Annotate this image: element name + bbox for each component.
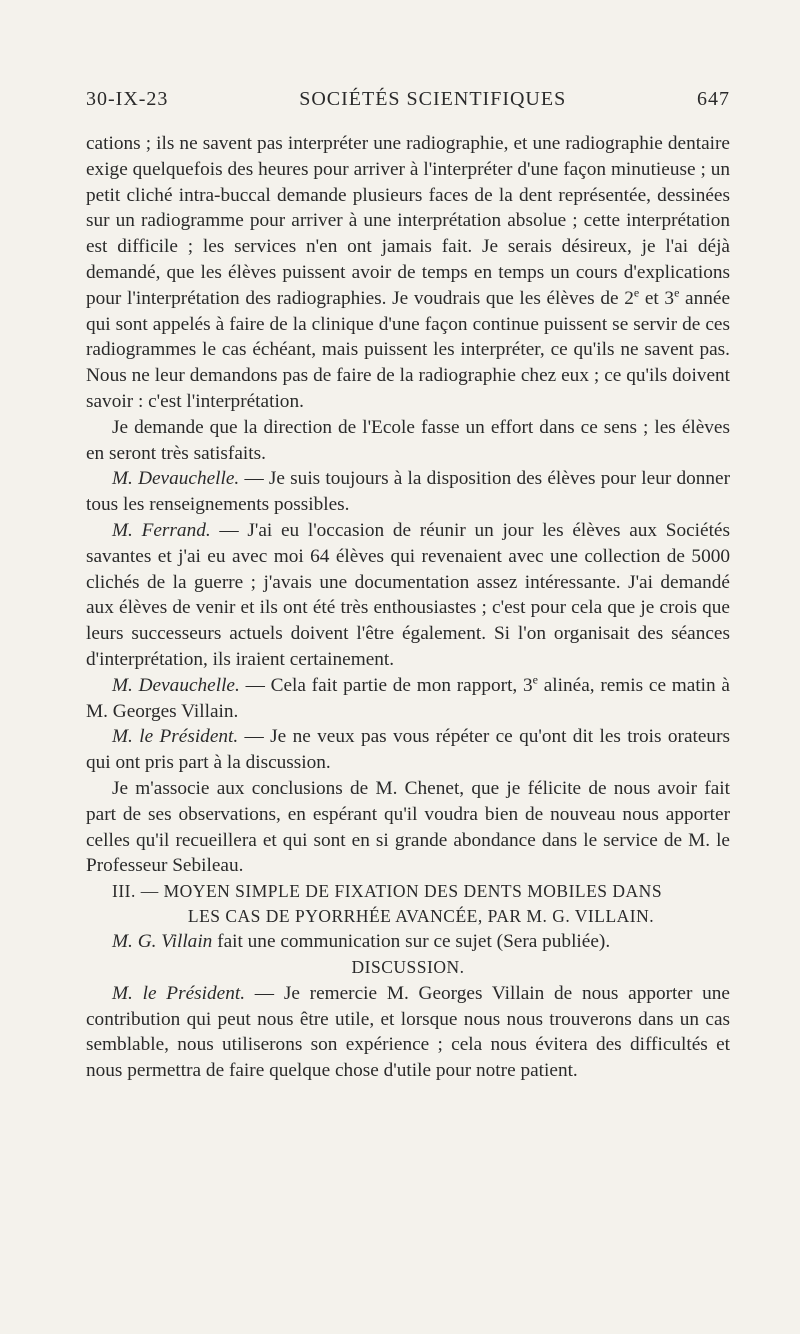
section-heading-line: III. — MOYEN SIMPLE DE FIXATION DES DENTS MOBILES DANS — [112, 881, 663, 902]
body-text — [86, 131, 730, 1084]
speaker-name: M. Devauchelle. — [112, 468, 240, 490]
paragraph — [86, 673, 730, 725]
paragraph — [86, 466, 730, 518]
paragraph: Je demande que la direction de l'Ecole fasse un effort dans ce sens ; les élèves en seront très satisfaits. — [86, 416, 730, 464]
paragraph — [86, 131, 730, 415]
text-run: — J'ai eu l'occasion de réunir un jour les élèves aux Sociétés savantes et j'ai eu avec moi 64 élèves qui revenaient avec une collection de 5000 clichés de la guerre ; j'avais une documentation assez intéressante. J'ai demandé aux élèves de venir et ils ont été très enthousiastes ; c'est pour cela que je crois que leurs successeurs actuels doivent l'être également. Si l'on organisait des séances d'interprétation, ils iraient certainement. — [86, 519, 730, 670]
superscript: e — [532, 672, 538, 687]
text-run: — Je ne veux pas vous répéter ce qu'ont dit les trois orateurs qui ont pris part à la discussion. — [86, 726, 730, 774]
paragraph — [86, 929, 730, 955]
superscript: e — [674, 285, 680, 300]
speaker-name: M. le Président. — [112, 982, 246, 1004]
paragraph — [86, 724, 730, 776]
section-heading-line: LES CAS DE PYORRHÉE AVANCÉE, PAR M. G. VILLAIN. — [187, 906, 655, 927]
text-run: — Je suis toujours à la disposition des élèves pour leur donner tous les renseignements possibles. — [86, 468, 730, 516]
speaker-name: M. G. Villain — [112, 931, 213, 953]
header-date: 30-IX-23 — [86, 88, 169, 110]
paragraph: Je m'associe aux conclusions de M. Chenet, que je félicite de nous avoir fait part de ses observations, en espérant qu'il voudra bien de nouveau nous apporter celles qu'il recueillera et qui sont en si grande abondance dans le service de M. le Professeur Sebileau. — [86, 777, 730, 877]
section-heading — [86, 879, 730, 929]
running-header — [86, 88, 730, 111]
speaker-name: M. Devauchelle. — [112, 674, 240, 696]
text-run: cations ; ils ne savent pas interpréter une radiographie, et une radiographie dentaire exige quelquefois des heures pour arriver à l'interpréter d'une façon minutieuse ; un petit cliché intra-buccal demande plusieurs faces de la dent représentée, dessinées sur un radiogramme pour arriver à une interprétation absolue ; cette interprétation est difficile ; les services n'en ont jamais fait. Je serais désireux, je l'ai déjà demandé, que les élèves puissent avoir de temps en temps un cours d'explications pour l'interprétation des radiographies. Je voudrais que les élèves de 2 — [86, 133, 730, 309]
paragraph — [86, 981, 730, 1084]
discussion-heading: DISCUSSION. — [351, 956, 465, 977]
text-run: et 3 — [639, 287, 675, 309]
text-run: — Je remercie M. Georges Villain de nous apporter une contribution qui peut nous être utile, et lorsque nous nous trouverons dans un cas semblable, nous utiliserons son expérience ; cela nous évitera des difficultés et nous permettra de faire quelque chose d'utile pour notre patient. — [86, 982, 730, 1082]
header-title: SOCIÉTÉS SCIENTIFIQUES — [299, 88, 567, 110]
superscript: e — [633, 285, 640, 300]
text-run: fait une communication sur ce sujet (Sera publiée). — [212, 931, 611, 953]
text-run: alinéa, remis ce matin à M. Georges Villain. — [86, 674, 730, 722]
page-number: 647 — [696, 88, 730, 110]
text-run: année qui sont appelés à faire de la clinique d'une façon continue puissent se servir de ces radiogrammes le cas échéant, mais puissent les interpréter, ce qu'ils ne savent pas. Nous ne leur demandons pas de faire de la radiographie chez eux ; ce qu'ils doivent savoir : c'est l'interprétation. — [86, 287, 731, 412]
speaker-name: M. Ferrand. — [112, 519, 211, 541]
speaker-name: M. le Président. — [112, 726, 239, 748]
text-run: — Cela fait partie de mon rapport, 3 — [239, 674, 533, 696]
paragraph — [86, 518, 730, 673]
